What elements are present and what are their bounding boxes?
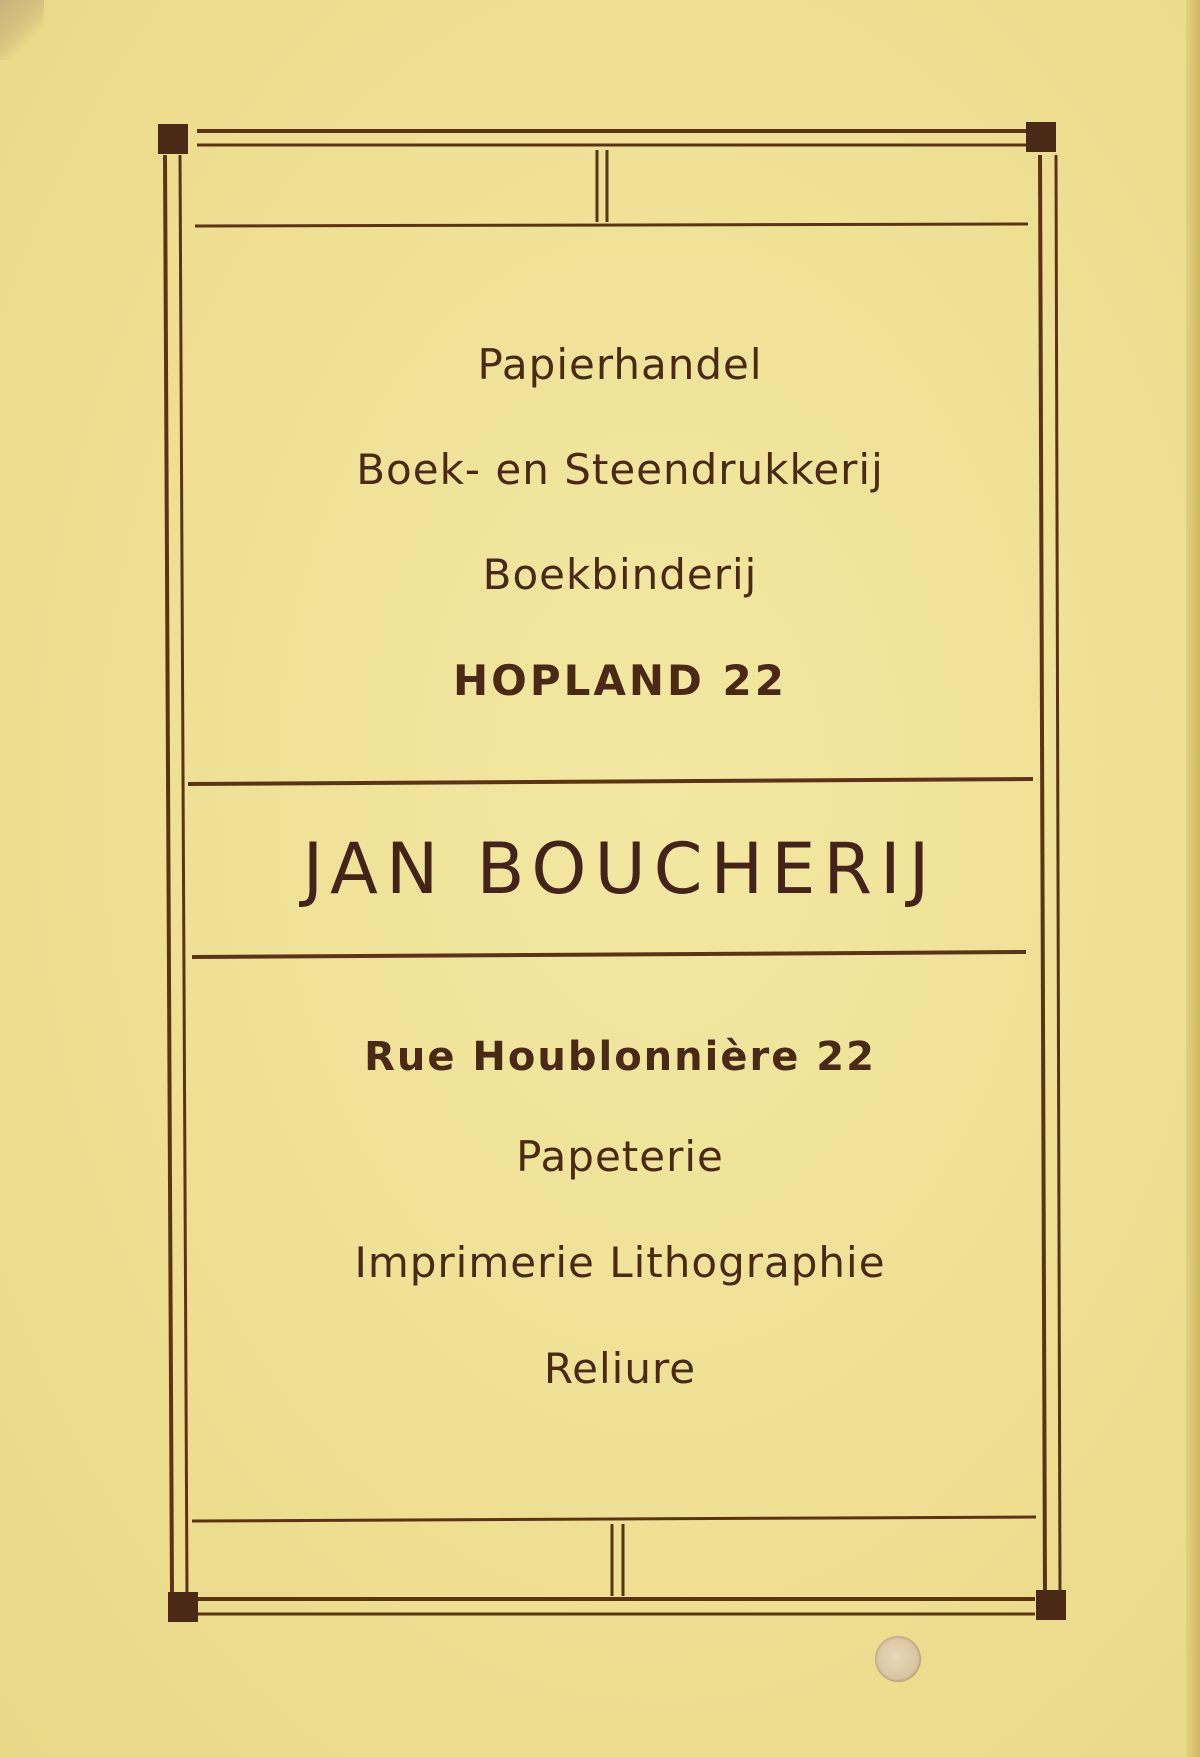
dutch-line-printing: Boek- en Steendrukkerij [356,445,884,494]
divider-above-name [188,779,1033,784]
dutch-address: HOPLAND 22 [453,656,787,705]
punched-hole [875,1636,921,1682]
french-line-bookbinding: Reliure [543,1344,697,1393]
french-address: Rue Houblonnière 22 [364,1034,876,1080]
dutch-line-paper-shop: Papierhandel [477,340,763,389]
dutch-line-bookbinding: Boekbinderij [482,550,758,599]
corner-square-top-right [1026,122,1056,152]
corner-square-bottom-left [168,1592,198,1622]
divider-bottom [192,1517,1036,1521]
frame-left-rule-outer [165,155,172,1595]
business-name: JAN BOUCHERIJ [302,828,938,910]
divider-below-name [192,952,1026,957]
divider-top [195,224,1028,226]
corner-square-top-left [158,124,188,154]
french-line-stationery: Papeterie [516,1132,724,1181]
corner-square-bottom-right [1036,1590,1066,1620]
french-line-printing: Imprimerie Lithographie [354,1238,886,1287]
